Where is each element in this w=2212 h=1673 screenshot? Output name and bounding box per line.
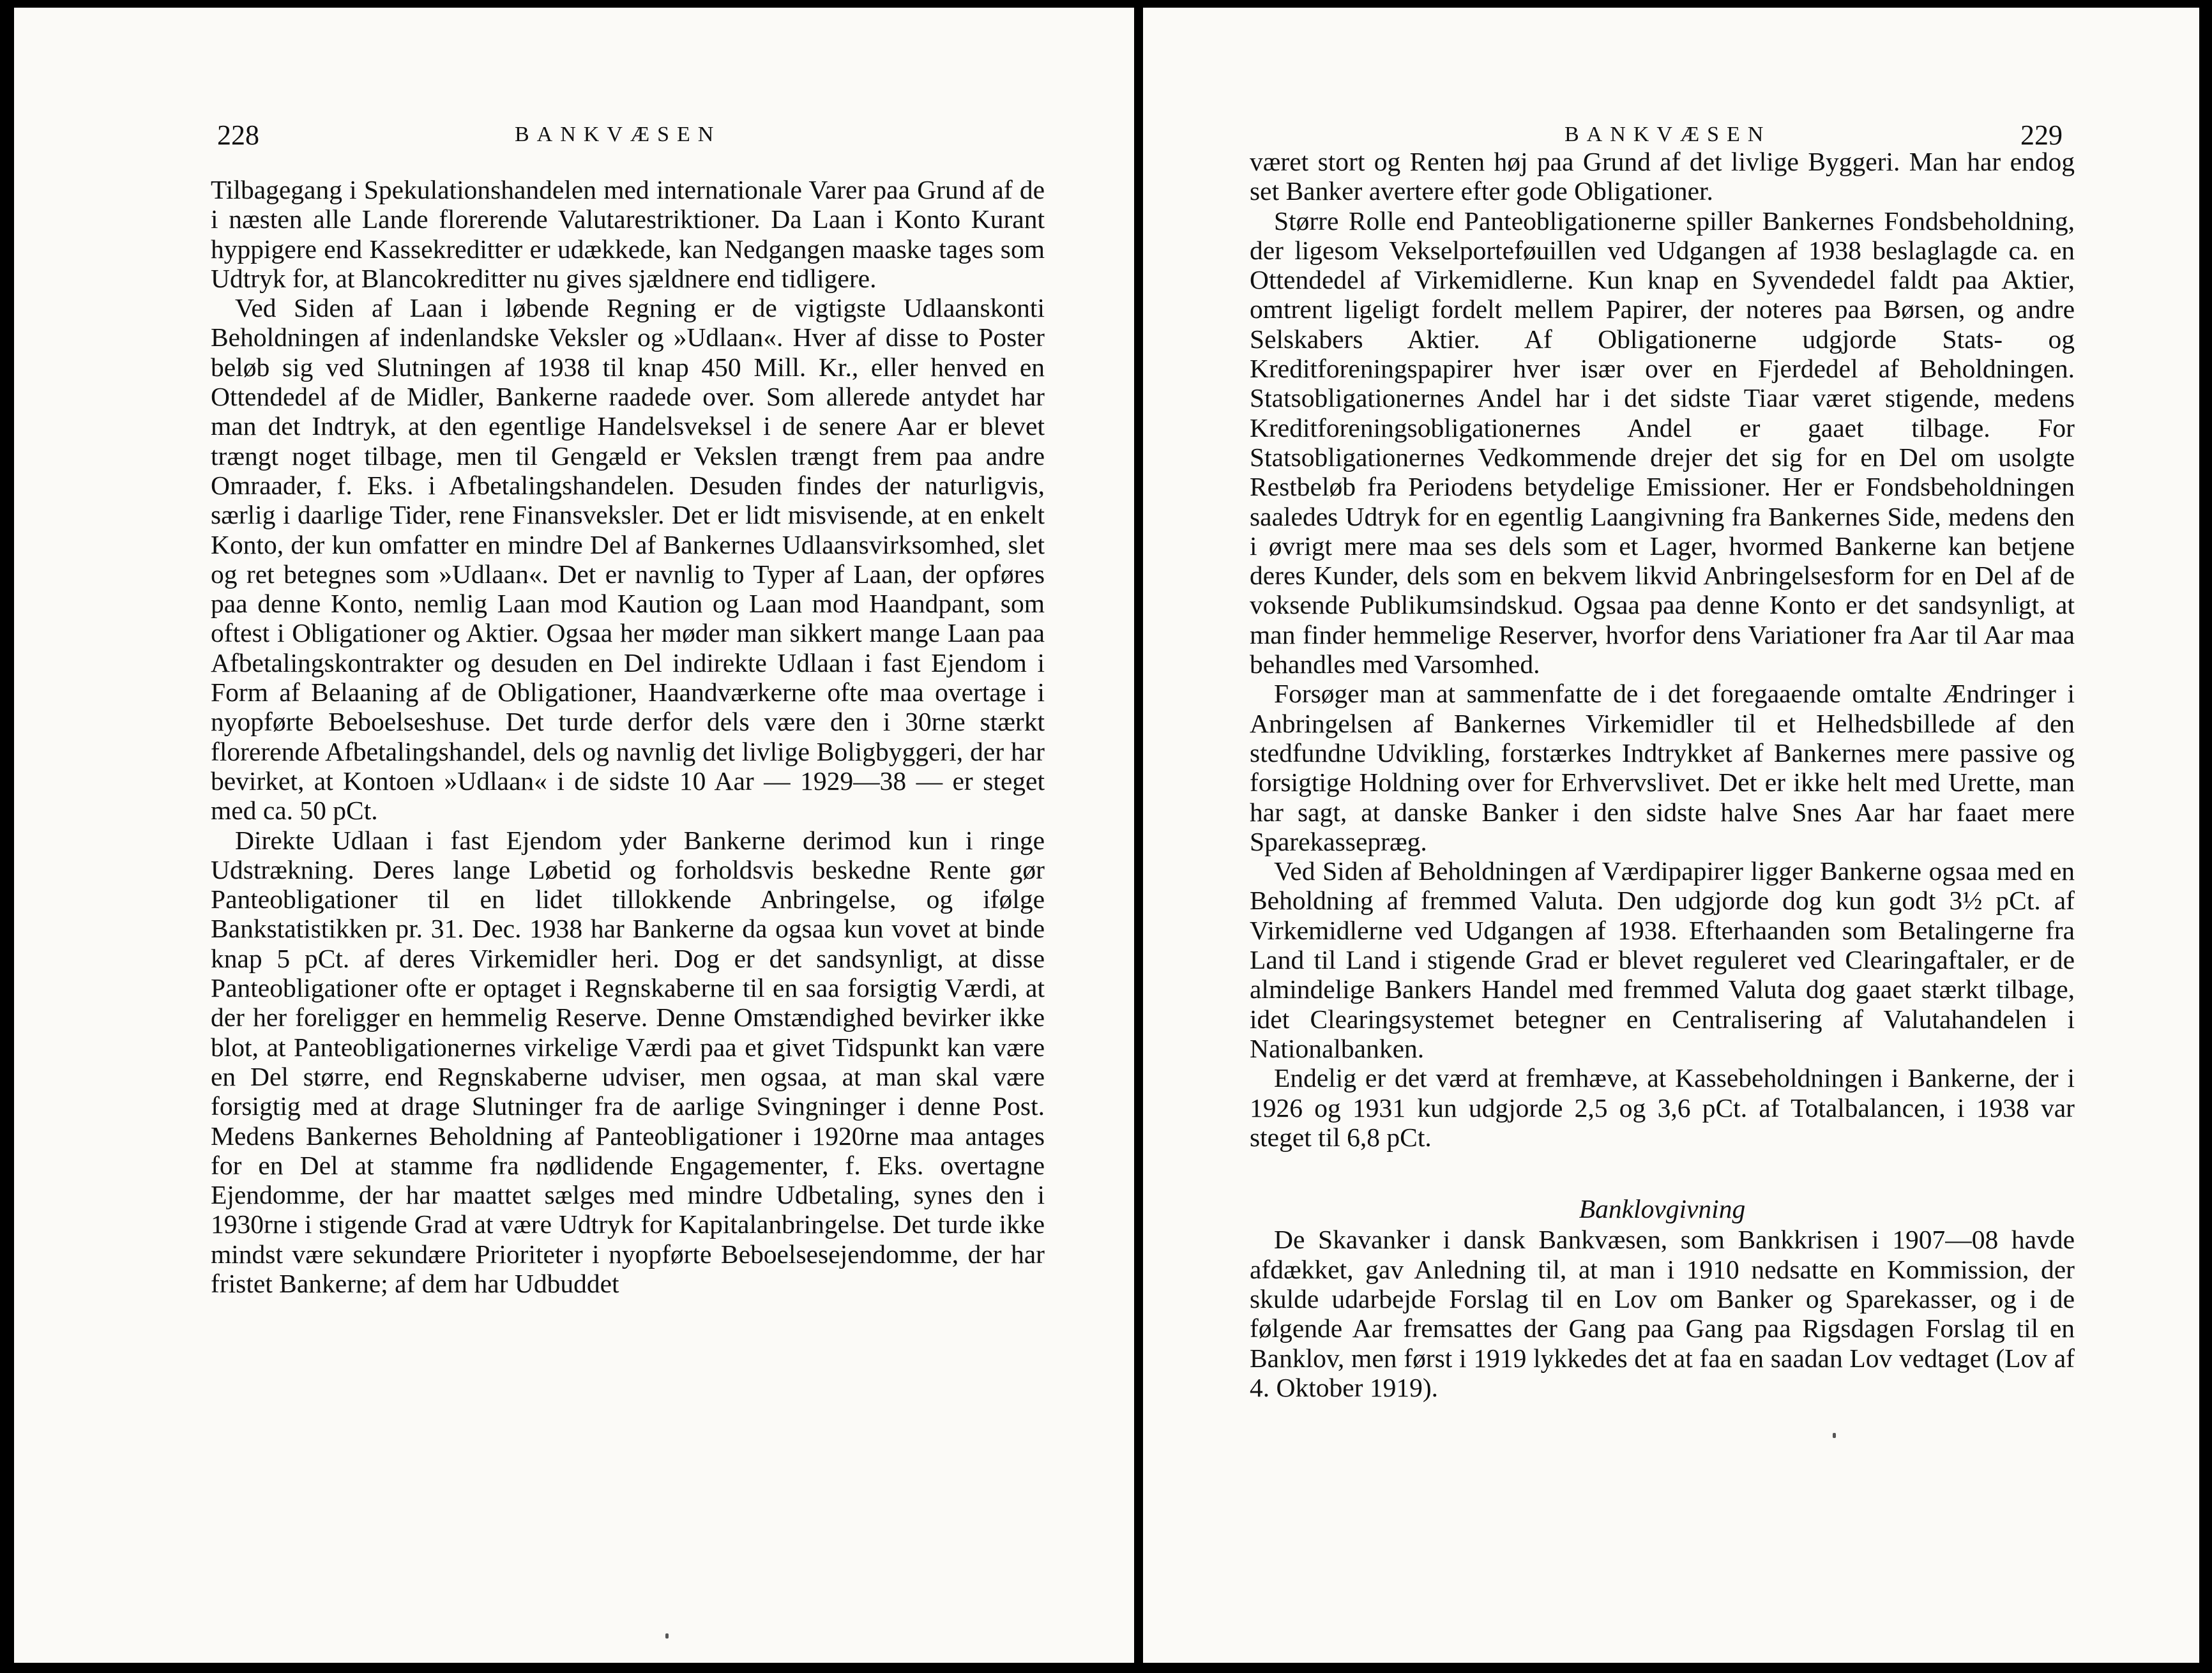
section-heading: Banklovgivning — [1579, 1194, 1746, 1224]
paragraph: De Skavanker i dansk Bankvæsen, som Bankkrisen i 1907—08 havde afdækket, gav Anledning til, at man i 1910 nedsatte en Kommission, der skulde udarbejde Forslag til en Lov om Banker og Sparekasser, og i de følgende Aar fremsattes der Gang paa Gang paa Rigsdagen Forslag til en Banklov, men først i 1919 lykkedes det at faa en saadan Lov vedtaget (Lov af 4. Oktober 1919). — [1250, 1225, 2075, 1402]
paragraph: været stort og Renten høj paa Grund af det livlige Byggeri. Man har endog set Banker avertere efter gode Obligationer. — [1250, 147, 2075, 206]
paragraph: Ved Siden af Laan i løbende Regning er de vigtigste Udlaanskonti Beholdningen af indenlandske Veksler og »Udlaan«. Hver af disse to Poster beløb sig ved Slutningen af 1938 til knap 450 Mill. Kr., eller henved en Ottendedel af de Midler, Bankerne raadede over. Som allerede antydet har man det Indtryk, at den egentlige Handelsveksel i de senere Aar er blevet trængt noget tilbage, men til Gengæld er Vekslen trængt frem paa andre Omraader, f. Eks. i Afbetalingshandelen. Desuden findes der naturligvis, særlig i daarlige Tider, rene Finansveksler. Det er lidt misvisende, at en enkelt Konto, der kun omfatter en mindre Del af Bankernes Udlaansvirksomhed, slet og ret betegnes som »Udlaan«. Det er navnlig to Typer af Laan, der opføres paa denne Konto, nemlig Laan mod Kaution og Laan mod Haandpant, som oftest i Obligationer og Aktier. Ogsaa her møder man sikkert mange Laan paa Afbetalingskontrakter og desuden en Del indirekte Udlaan i fast Ejendom i Form af Belaaning af de Obligationer, Haandværkerne ofte maa overtage i nyopførte Beboelseshuse. Det turde derfor dels være den i 30rne stærkt florerende Afbetalingshandel, dels og navnlig det livlige Boligbyggeri, der har bevirket, at Kontoen »Udlaan« i de sidste 10 Aar — 1929—38 — er steget med ca. 50 pCt. — [211, 293, 1045, 826]
paragraph: Ved Siden af Beholdningen af Værdipapirer ligger Bankerne ogsaa med en Beholdning af fremmed Valuta. Den udgjorde dog kun godt 3½ pCt. af Virkemidlerne ved Udgangen af 1938. Efterhaanden som Betalingerne fra Land til Land i stigende Grad er blevet reguleret ved Clearingaftaler, er de almindelige Bankers Handel med fremmed Valuta dog gaaet stærkt tilbage, idet Clearingsystemet betegner en Centralisering af Valutahandelen i Nationalbanken. — [1250, 856, 2075, 1063]
speck — [665, 1633, 669, 1639]
paragraph: Direkte Udlaan i fast Ejendom yder Bankerne derimod kun i ringe Udstrækning. Deres lange Løbetid og forholdsvis beskedne Rente gør Panteobligationer til en lidet tillokkende Anbringelse, og ifølge Bankstatistikken pr. 31. Dec. 1938 har Bankerne da ogsaa kun vovet at binde knap 5 pCt. af deres Virkemidler heri. Dog er det sandsynligt, at disse Panteobligationer ofte er optaget i Regnskaberne til en saa forsigtig Værdi, at der her foreligger en hemmelig Reserve. Denne Omstændighed bevirker ikke blot, at Panteobligationernes virkelige Værdi paa et givet Tidspunkt kan være en Del større, end Regnskaberne udviser, men ogsaa, at man skal være forsigtig med at drage Slutninger fra de aarlige Svingninger i denne Post. Medens Bankernes Beholdning af Panteobligationer i 1920rne maa antages for en Del at stamme fra nødlidende Engagementer, f. Eks. overtagne Ejendomme, der har maattet sælges med mindre Udbetaling, synes den i 1930rne i stigende Grad at være Udtryk for Kapitalanbringelse. Det turde ikke mindst være sekundære Prioriteter i nyopførte Beboelsesejendomme, der har fristet Bankerne; af dem har Udbuddet — [211, 825, 1045, 1298]
paragraph: Større Rolle end Panteobligationerne spiller Bankernes Fondsbeholdning, der ligesom Vekselporteføuillen ved Udgangen af 1938 beslaglagde ca. en Ottendedel af Virkemidlerne. Kun knap en Syvendedel faldt paa Aktier, omtrent ligeligt fordelt mellem Papirer, der noteres paa Børsen, og andre Selskabers Aktier. Af Obligationerne udgjorde Stats- og Kreditforeningspapirer hver især over en Fjerdedel af Beholdningen. Statsobligationernes Andel har i det sidste Tiaar været stigende, medens Kreditforeningsobligationernes Andel er gaaet tilbage. For Statsobligationernes Vedkommende drejer det sig for en Del om usolgte Restbeløb fra Periodens betydelige Emissioner. Her er Fondsbeholdningen saaledes Udtryk for en egentlig Laangivning fra Bankernes Side, medens den i øvrigt mere maa ses dels som et Lager, hvormed Bankerne kan betjene deres Kunder, dels som en bekvem likvid Anbringelsesform for en Del af de voksende Publikumsindskud. Ogsaa paa denne Konto er det sandsynligt, at man finder hemmelige Reserver, hvorfor dens Variationer fra Aar til Aar maa behandles med Varsomhed. — [1250, 206, 2075, 679]
page-number: 228 — [217, 119, 259, 151]
speck — [1833, 1433, 1836, 1438]
paragraph: Forsøger man at sammenfatte de i det foregaaende omtalte Ændringer i Anbringelsen af Bankernes Virkemidler til et Helhedsbillede af den stedfundne Udvikling, forstærkes Indtrykket af Bankernes mere passive og forsigtige Holdning over for Erhvervslivet. Det er ikke helt med Urette, man har sagt, at danske Banker i den sidste halve Snes Aar har faaet mere Sparekassepræg. — [1250, 679, 2075, 856]
body-text — [211, 175, 1045, 1298]
running-head: BANKVÆSEN — [1564, 123, 1771, 146]
body-text — [1250, 147, 2075, 1402]
running-head: BANKVÆSEN — [515, 123, 722, 146]
right-page — [1143, 8, 2199, 1663]
page-number: 229 — [2020, 119, 2063, 151]
paragraph: Tilbagegang i Spekulationshandelen med internationale Varer paa Grund af de i næsten alle Lande florerende Valutarestriktioner. Da Laan i Konto Kurant hyppigere end Kassekreditter er udækkede, kan Nedgangen maaske tages som Udtryk for, at Blancokreditter nu gives sjældnere end tidligere. — [211, 175, 1045, 293]
left-page — [14, 8, 1134, 1663]
paragraph: Endelig er det værd at fremhæve, at Kassebeholdningen i Bankerne, der i 1926 og 1931 kun udgjorde 2,5 og 3,6 pCt. af Totalbalancen, i 1938 var steget til 6,8 pCt. — [1250, 1063, 2075, 1152]
